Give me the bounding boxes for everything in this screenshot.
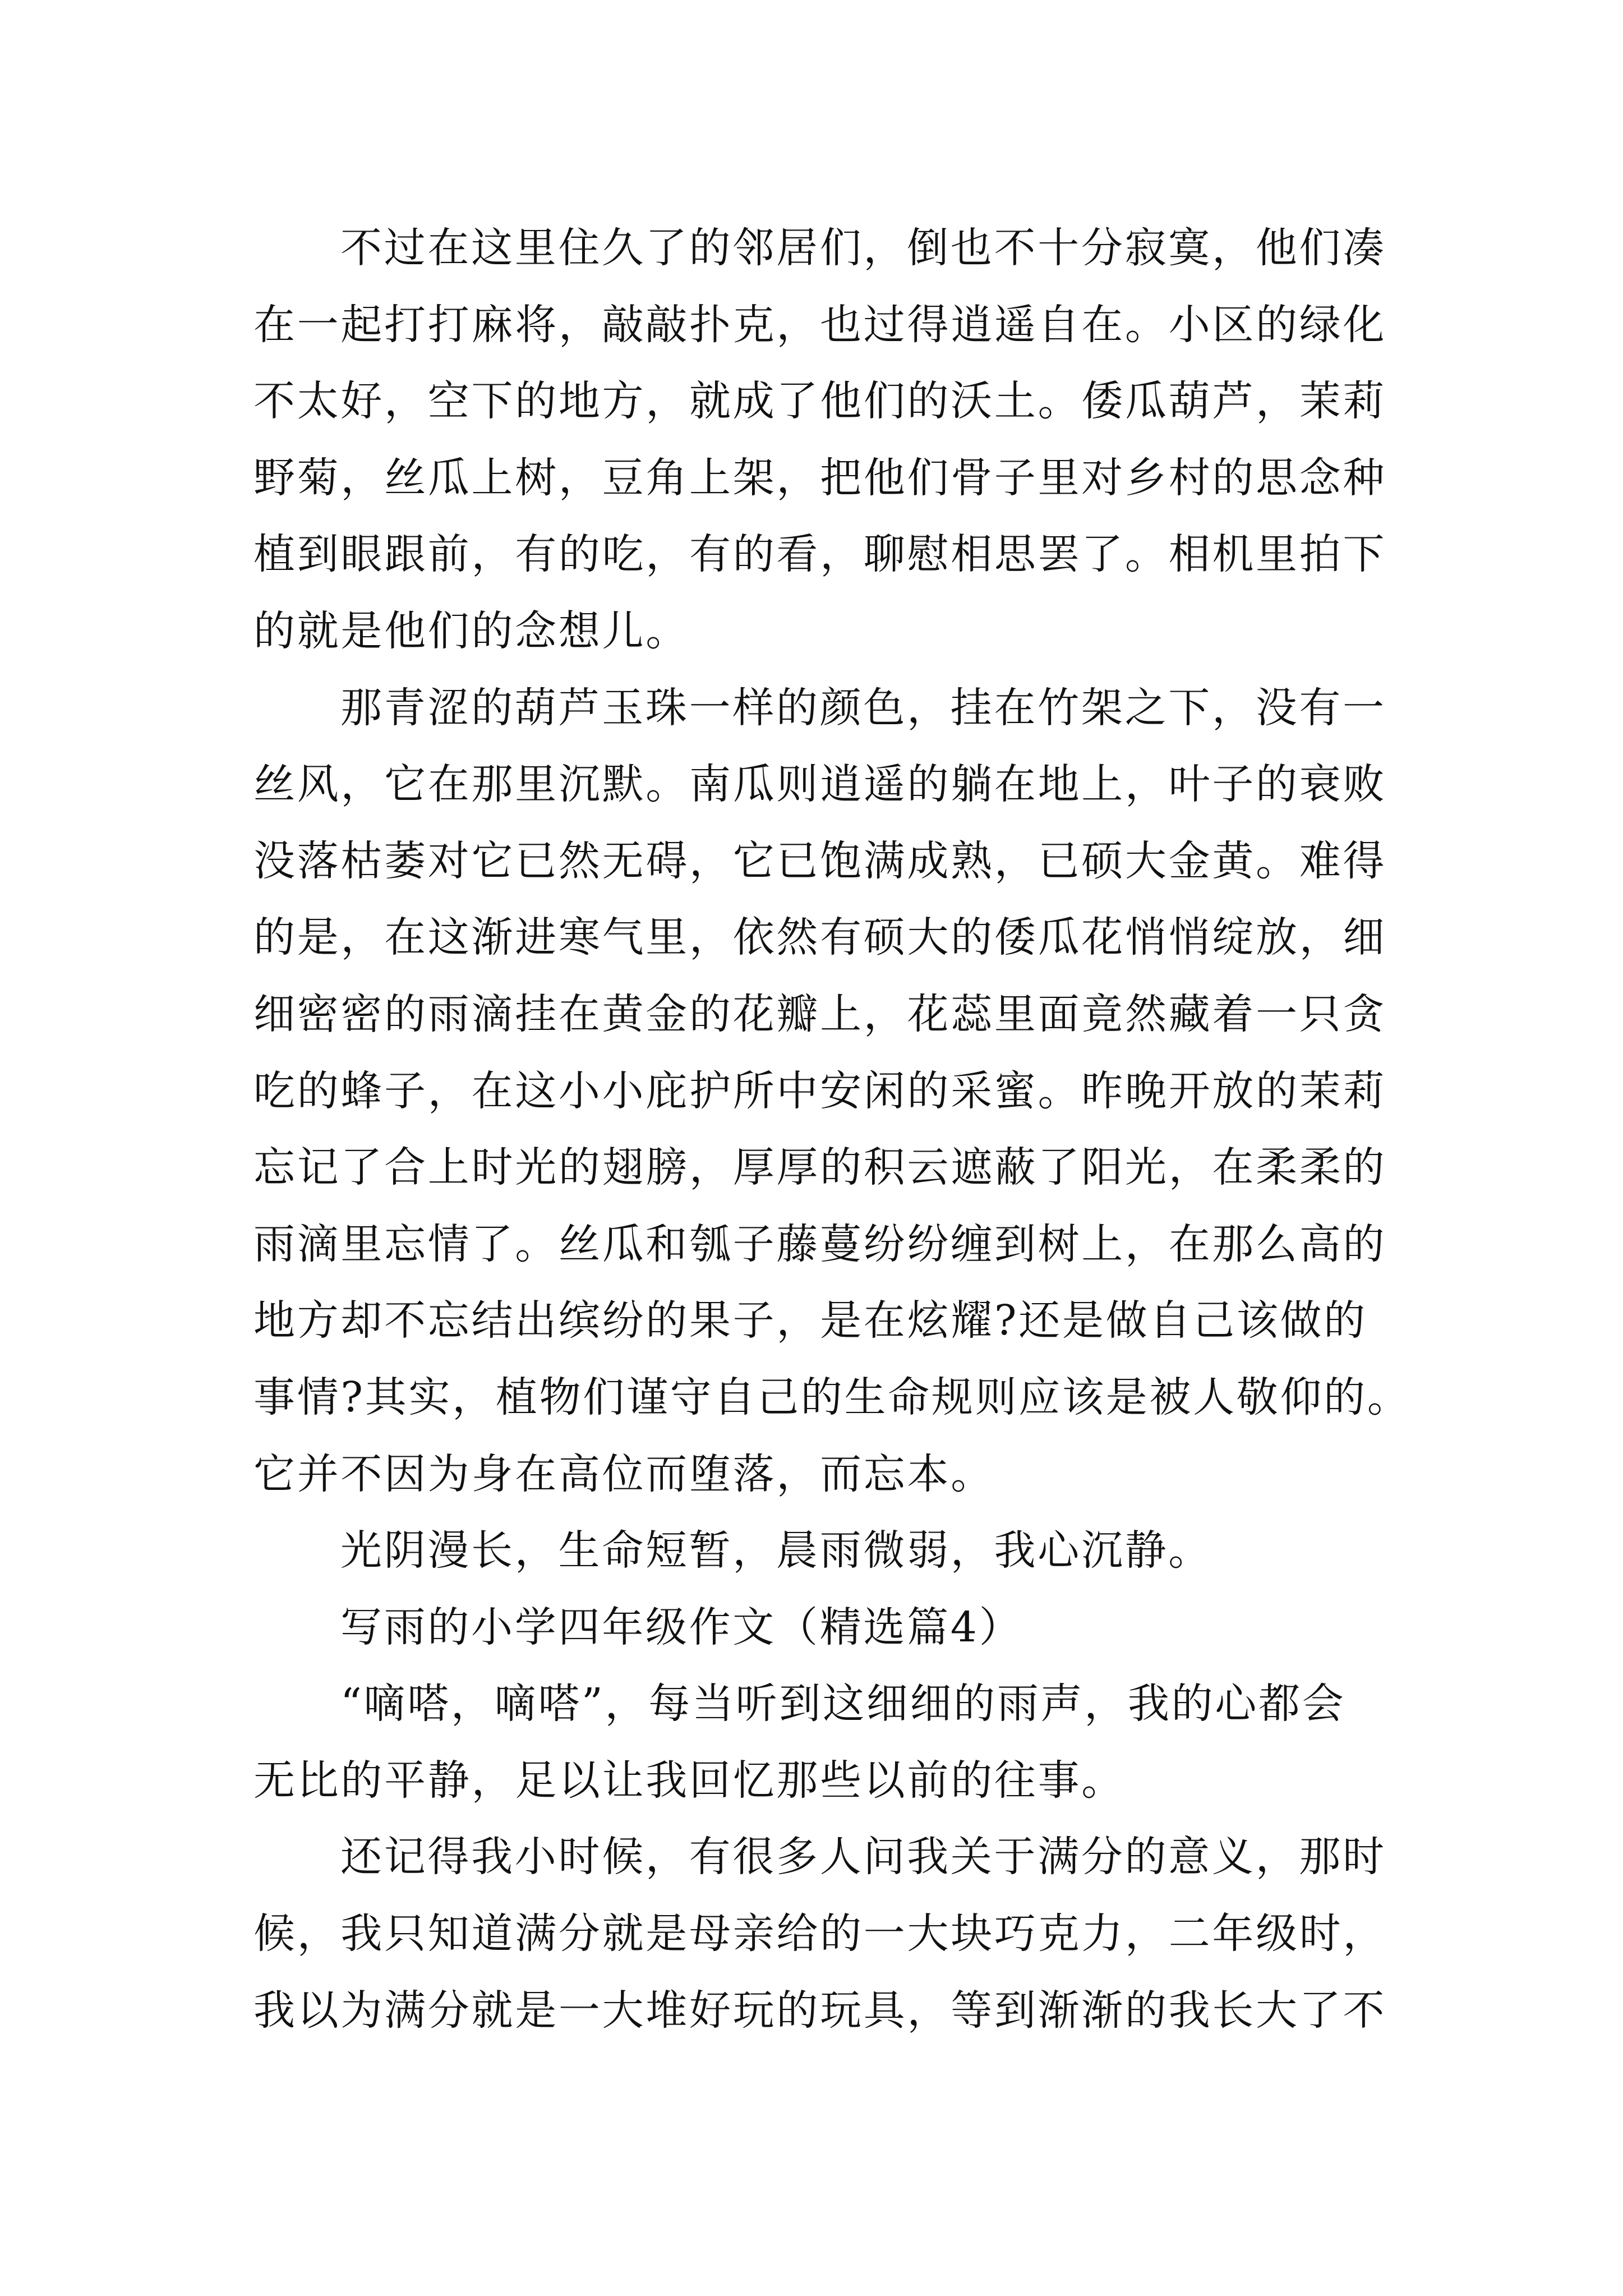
text-line: 忘记了合上时光的翅膀，厚厚的积云遮蔽了阳光，在柔柔的 — [253, 1143, 1387, 1192]
text-line: 不过在这里住久了的邻居们，倒也不十分寂寞，他们凑 — [340, 224, 1386, 272]
text-line: “嘀嗒，嘀嗒”，每当听到这细细的雨声，我的心都会 — [340, 1680, 1346, 1728]
text-line: 没落枯萎对它已然无碍，它已饱满成熟，已硕大金黄。难得 — [253, 836, 1387, 885]
heading-text: 写雨的小学四年级作文（精选篇4） — [340, 1603, 1023, 1651]
text-line: 我以为满分就是一大堆好玩的玩具，等到渐渐的我长大了不 — [253, 1986, 1387, 2035]
text-line: 吃的蜂子，在这小小庇护所中安闲的采蜜。昨晚开放的茉莉 — [253, 1066, 1387, 1115]
text-line: 事情?其实，植物们谨守自己的生命规则应该是被人敬仰的。 — [253, 1373, 1411, 1421]
paragraph — [253, 1665, 1623, 1819]
text-line: 雨滴里忘情了。丝瓜和瓠子藤蔓纷纷缠到树上，在那么高的 — [253, 1220, 1387, 1268]
text-line: 细密密的雨滴挂在黄金的花瓣上，花蕊里面竟然藏着一只贪 — [253, 990, 1387, 1038]
paragraph — [253, 210, 1623, 670]
paragraph — [253, 1512, 1623, 1589]
paragraph — [253, 670, 1623, 1513]
text-line: 植到眼跟前，有的吃，有的看，聊慰相思罢了。相机里拍下 — [253, 530, 1387, 579]
text-line: 丝风，它在那里沉默。南瓜则逍遥的躺在地上，叶子的衰败 — [253, 760, 1387, 809]
text-line: 光阴漫长，生命短暂，晨雨微弱，我心沉静。 — [340, 1526, 1212, 1575]
section-heading — [253, 1589, 1623, 1666]
text-line: 还记得我小时候，有很多人问我关于满分的意义，那时 — [340, 1833, 1386, 1881]
text-line: 无比的平静，足以让我回忆那些以前的往事。 — [253, 1756, 1125, 1805]
paragraph — [253, 1819, 1623, 2049]
text-line: 候，我只知道满分就是母亲给的一大块巧克力，二年级时， — [253, 1910, 1387, 1958]
text-line: 的是，在这渐进寒气里，依然有硕大的倭瓜花悄悄绽放，细 — [253, 913, 1387, 962]
text-line: 在一起打打麻将，敲敲扑克，也过得逍遥自在。小区的绿化 — [253, 300, 1387, 349]
text-line: 它并不因为身在高位而堕落，而忘本。 — [253, 1450, 994, 1498]
text-line: 的就是他们的念想儿。 — [253, 606, 689, 655]
text-line: 地方却不忘结出缤纷的果子，是在炫耀?还是做自己该做的 — [253, 1296, 1367, 1345]
text-line: 不太好，空下的地方，就成了他们的沃土。倭瓜葫芦，茉莉 — [253, 377, 1387, 426]
text-line: 那青涩的葫芦玉珠一样的颜色，挂在竹架之下，没有一 — [340, 683, 1386, 732]
text-line: 野菊，丝瓜上树，豆角上架，把他们骨子里对乡村的思念种 — [253, 453, 1387, 502]
